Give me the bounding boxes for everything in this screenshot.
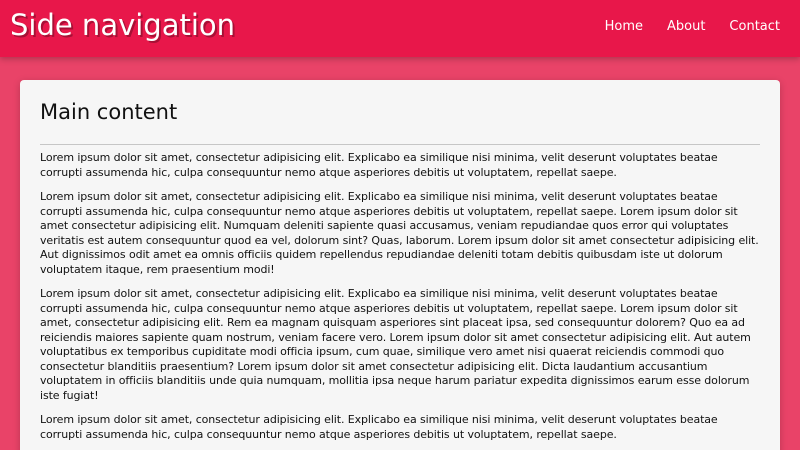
site-title[interactable]: Side navigation: [10, 8, 236, 42]
nav-link-about[interactable]: About: [666, 19, 706, 34]
top-nav: [581, 19, 780, 34]
paragraph: Lorem ipsum dolor sit amet, consectetur adipisicing elit. Explicabo ea similique nisi minima, velit deserunt voluptates beatae corrupti assumenda hic, culpa consequuntur nemo atque asperiores debitis ut voluptatem, repellat saepe. Lorem ipsum dolor sit amet, consectetur adipisicing elit. Rem ea magnam quisquam asperiores sint placeat ipsa, sed consequuntur dolorem? Quo ea ad reiciendis maiores sapiente quam nostrum, veniam facere vero. Lorem ipsum dolor sit amet consectetur adipisicing elit. Aut autem voluptatibus ex temporibus cupiditate modi officia ipsum, cum quae, similique vero amet nisi quaerat reiciendis commodi quo consectetur blanditiis praesentium? Lorem ipsum dolor sit amet consectetur adipisicing elit. Dicta laudantium accusantium voluptatem in officiis blanditiis unde quia numquam, mollitia ipsa neque harum pariatur expedita dignissimos earum esse dolorum iste fugiat!: [40, 287, 751, 402]
nav-link-contact[interactable]: Contact: [729, 19, 780, 34]
paragraph: Lorem ipsum dolor sit amet, consectetur adipisicing elit. Explicabo ea similique nisi minima, velit deserunt voluptates beatae corrupti assumenda hic, culpa consequuntur nemo atque asperiores debitis ut voluptatem, repellat saepe.: [40, 413, 718, 441]
content-body: [40, 151, 762, 450]
paragraph: Lorem ipsum dolor sit amet, consectetur adipisicing elit. Explicabo ea similique nisi minima, velit deserunt voluptates beatae corrupti assumenda hic, culpa consequuntur nemo atque asperiores debitis ut voluptatem, repellat saepe. Lorem ipsum dolor sit amet consectetur adipisicing elit. Numquam deleniti sapiente quasi accusamus, veniam repudiandae quos error qui voluptates veritatis est autem consequuntur quod ea vel, dolorum sint? Quas, laborum. Lorem ipsum dolor sit amet consectetur adipisicing elit. Aut dignissimos odit amet ea omnis officiis quidem repellendus repudiandae deleniti totam debitis quibusdam iste ut dolorum voluptatem itaque, rem praesentium modi!: [40, 190, 759, 276]
paragraph: Lorem ipsum dolor sit amet, consectetur adipisicing elit. Explicabo ea similique nisi minima, velit deserunt voluptates beatae corrupti assumenda hic, culpa consequuntur nemo atque asperiores debitis ut voluptatem, repellat saepe.: [40, 151, 718, 179]
main-heading: Main content: [40, 100, 178, 124]
heading-divider: [40, 144, 760, 145]
top-header: [0, 0, 800, 57]
nav-link-home[interactable]: Home: [604, 19, 643, 34]
main-content-card: [20, 80, 780, 450]
